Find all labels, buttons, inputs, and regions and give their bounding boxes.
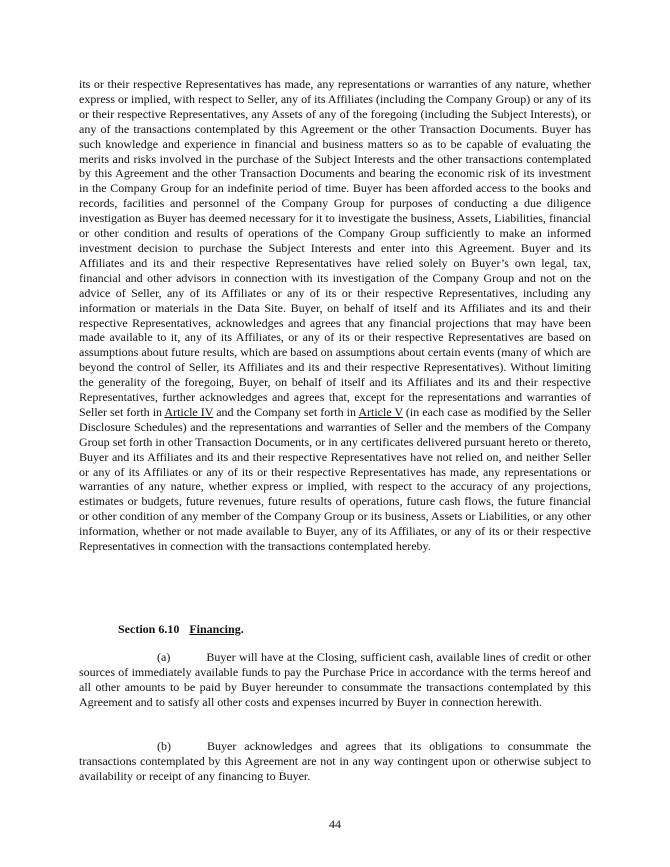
page-number: 44 [329,817,341,831]
paragraph-text: (in each case as modified by the Seller Disclosure Schedules) and the representations and warranties of Seller and the members of the Company Group set forth in other Transaction Documents, or in any certificates delivered pursuant hereto or thereto, Buyer and its Affiliates and its and their respective Representatives have not relied on, and neither Seller or any of its Affiliates or any of its or their respective Representatives has made, any representations or warranties of any nature, whether express or implied, with respect to the accuracy of any projections, estimates or budgets, future revenues, future results of operations, future cash flows, the future financial or other condition of any member of the Company Group or its business, Assets or Liabilities, or any other information, whether or not made available to Buyer, any of its Affiliates, or any of its or their respective Representatives in connection with the transactions contemplated hereby. [79,404,591,554]
section-heading [118,622,244,637]
paragraph-text: and the Company set forth in [213,404,359,419]
section-title-period: . [240,622,244,636]
subparagraph-a [79,650,591,710]
subparagraph-text: Buyer will have at the Closing, sufficient cash, available lines of credit or other sources of immediately available funds to pay the Purchase Price in accordance with the terms hereof and all other amounts to be paid by Buyer hereunder to consummate the transactions contemplated by this Agreement and to satisfy all other costs and expenses incurred by Buyer in connection herewith. [79,650,591,709]
paragraph-text: its or their respective Representatives has made, any representations or warranties of any nature, whether express or implied, with respect to Seller, any of its Affiliates (including the Company Group) or any of its or their respective Representatives, any Assets of any of the foregoing (including the Subject Interests), or any of the transactions contemplated by this Agreement or the other Transaction Documents. Buyer has such knowledge and experience in financial and business matters so as to be capable of evaluating the merits and risks involved in the purchase of the Subject Interests and the other transactions contemplated by this Agreement and the other Transaction Documents and bearing the economic risk of its investment in the Company Group for an indefinite period of time. Buyer has been afforded access to the books and records, facilities and personnel of the Company Group for purposes of conducting a due diligence investigation as Buyer has deemed necessary for it to investigate the business, Assets, Liabilities, financial or other condition and results of operations of the Company Group sufficiently to make an informed investment decision to purchase the Subject Interests and enter into this Agreement. Buyer and its Affiliates and its and their respective Representatives have relied solely on Buyer’s own legal, tax, financial and other advisors in connection with its investigation of the Company Group and not on the advice of Seller, any of its Affiliates or any of its or their respective Representatives, including any information or materials in the Data Site. Buyer, on behalf of itself and its Affiliates and its and their respective Representatives, acknowledges and agrees that any financial projections that may have been made available to it, any of its Affiliates, or any of its or their respective Representatives are based on assumptions about future results, which are based on assumptions about certain events (many of which are beyond the control of Seller, its Affiliates and its and their respective Representatives). Without limiting the generality of the foregoing, Buyer, on behalf of itself and its Affiliates and its and their respective Representatives, further acknowledges and agrees that, except for the representations and warranties of Seller set forth in [79,77,591,419]
section-number: Section 6.10 [118,622,180,636]
subparagraph-label: (a) [157,650,171,664]
article-iv-reference: Article IV [164,404,214,419]
body-paragraph [79,77,591,554]
article-v-reference: Article V [358,404,403,419]
subparagraph-b [79,739,591,784]
subparagraph-label: (b) [157,739,171,753]
subparagraph-text: Buyer acknowledges and agrees that its obligations to consummate the transactions contemplated by this Agreement are not in any way contingent upon or otherwise subject to availability or receipt of any financing to Buyer. [79,739,591,783]
section-title: Financing [189,622,241,636]
